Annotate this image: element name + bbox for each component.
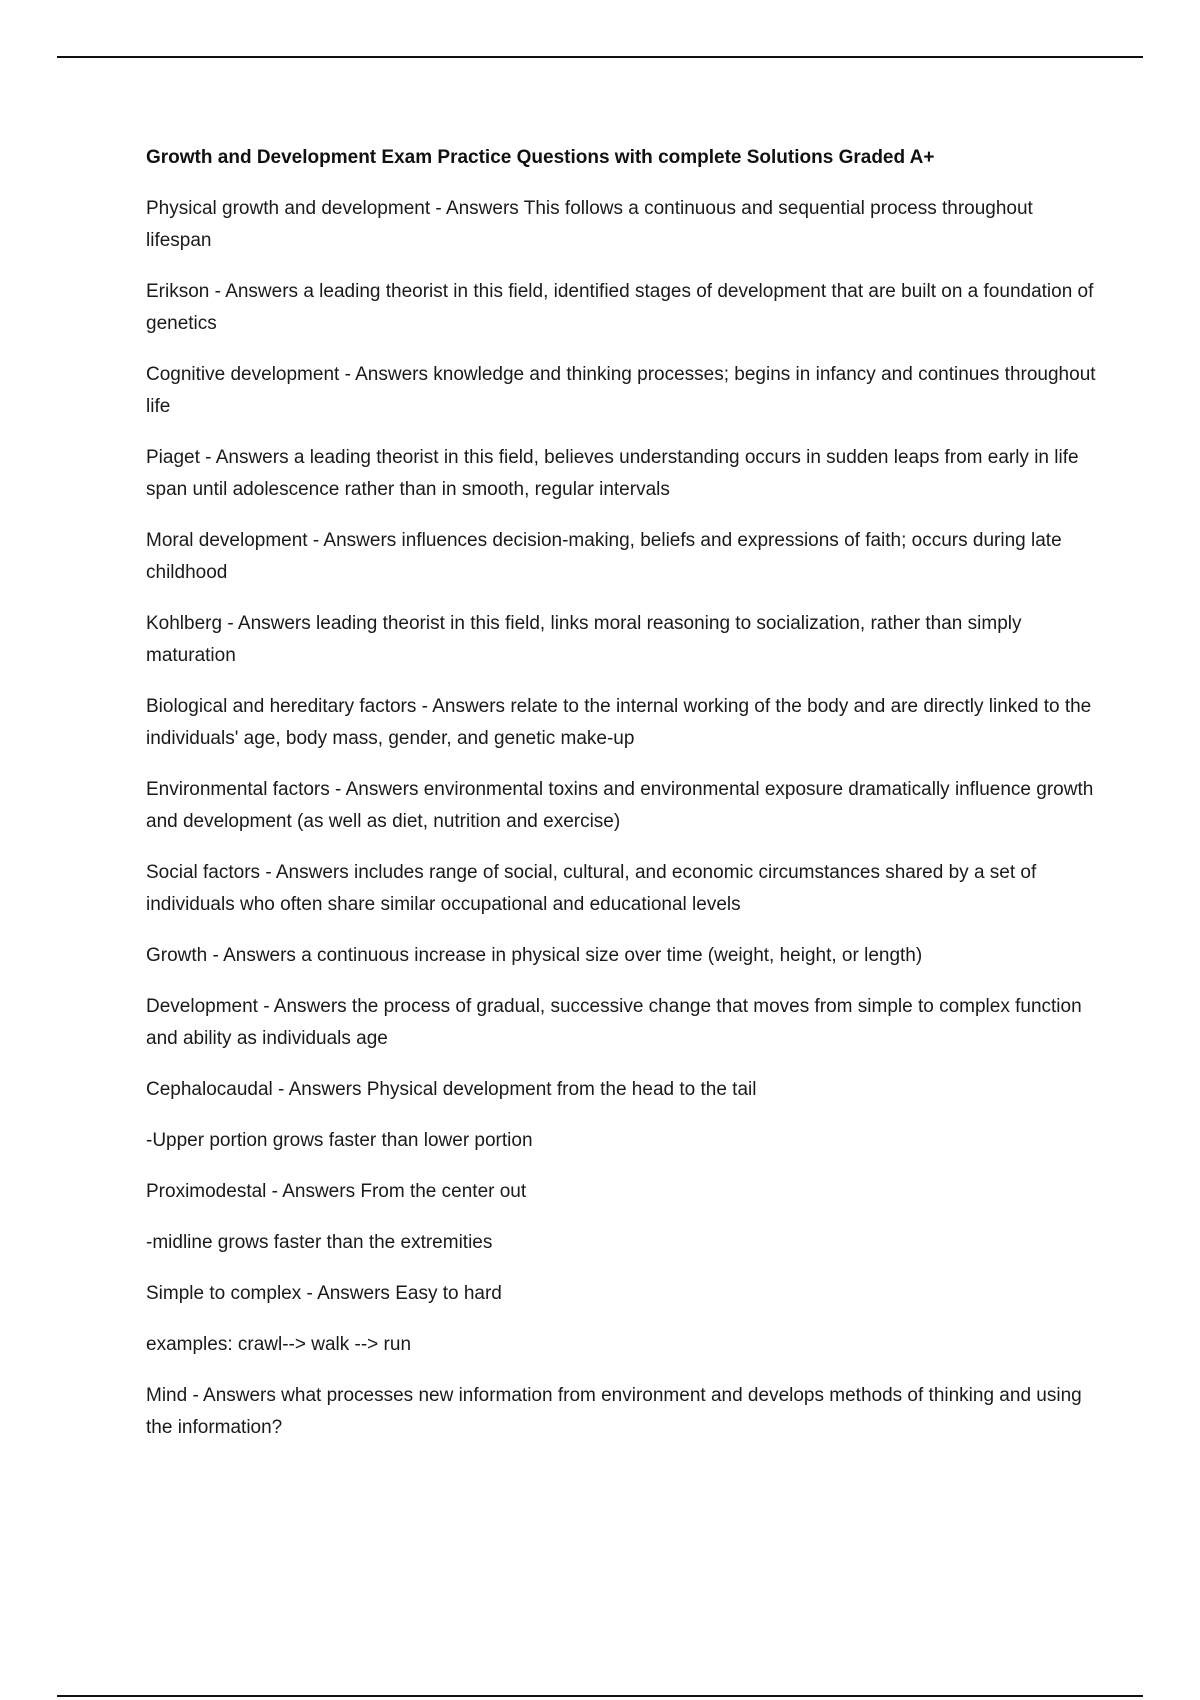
document-body <box>146 145 1096 1463</box>
qa-entry: Piaget - Answers a leading theorist in this field, believes understanding occurs in sudden leaps from early in life span until adolescence rather than in smooth, regular intervals <box>146 447 1079 500</box>
qa-entry: Physical growth and development - Answers This follows a continuous and sequential process throughout lifespan <box>146 198 1033 251</box>
qa-entry: Social factors - Answers includes range of social, cultural, and economic circumstances shared by a set of individuals who often share similar occupational and educational levels <box>146 862 1037 915</box>
qa-entry: Kohlberg - Answers leading theorist in this field, links moral reasoning to socialization, rather than simply maturation <box>146 613 1022 666</box>
qa-entry: Moral development - Answers influences decision-making, beliefs and expressions of faith; occurs during late childhood <box>146 530 1062 583</box>
qa-entry: Biological and hereditary factors - Answers relate to the internal working of the body and are directly linked to the individuals' age, body mass, gender, and genetic make-up <box>146 696 1092 749</box>
qa-entry: Growth - Answers a continuous increase in physical size over time (weight, height, or length) <box>146 945 923 966</box>
footer-rule <box>57 1695 1143 1697</box>
document-title: Growth and Development Exam Practice Questions with complete Solutions Graded A+ <box>146 147 935 168</box>
qa-entry: Development - Answers the process of gradual, successive change that moves from simple to complex function and ability as individuals age <box>146 996 1082 1049</box>
header-rule <box>57 56 1143 58</box>
qa-entry: Cognitive development - Answers knowledge and thinking processes; begins in infancy and continues throughout life <box>146 364 1096 417</box>
qa-entry: Proximodestal - Answers From the center out <box>146 1181 527 1202</box>
qa-entry: Environmental factors - Answers environmental toxins and environmental exposure dramatically influence growth and development (as well as diet, nutrition and exercise) <box>146 779 1094 832</box>
qa-entry: Erikson - Answers a leading theorist in this field, identified stages of development that are built on a foundation of genetics <box>146 281 1094 334</box>
qa-entry: -Upper portion grows faster than lower portion <box>146 1130 533 1151</box>
qa-entry: examples: crawl--> walk --> run <box>146 1334 412 1355</box>
qa-entry: -midline grows faster than the extremities <box>146 1232 493 1253</box>
qa-entry: Cephalocaudal - Answers Physical development from the head to the tail <box>146 1079 757 1100</box>
qa-entry: Mind - Answers what processes new information from environment and develops methods of thinking and using the information? <box>146 1385 1082 1438</box>
qa-entry: Simple to complex - Answers Easy to hard <box>146 1283 502 1304</box>
